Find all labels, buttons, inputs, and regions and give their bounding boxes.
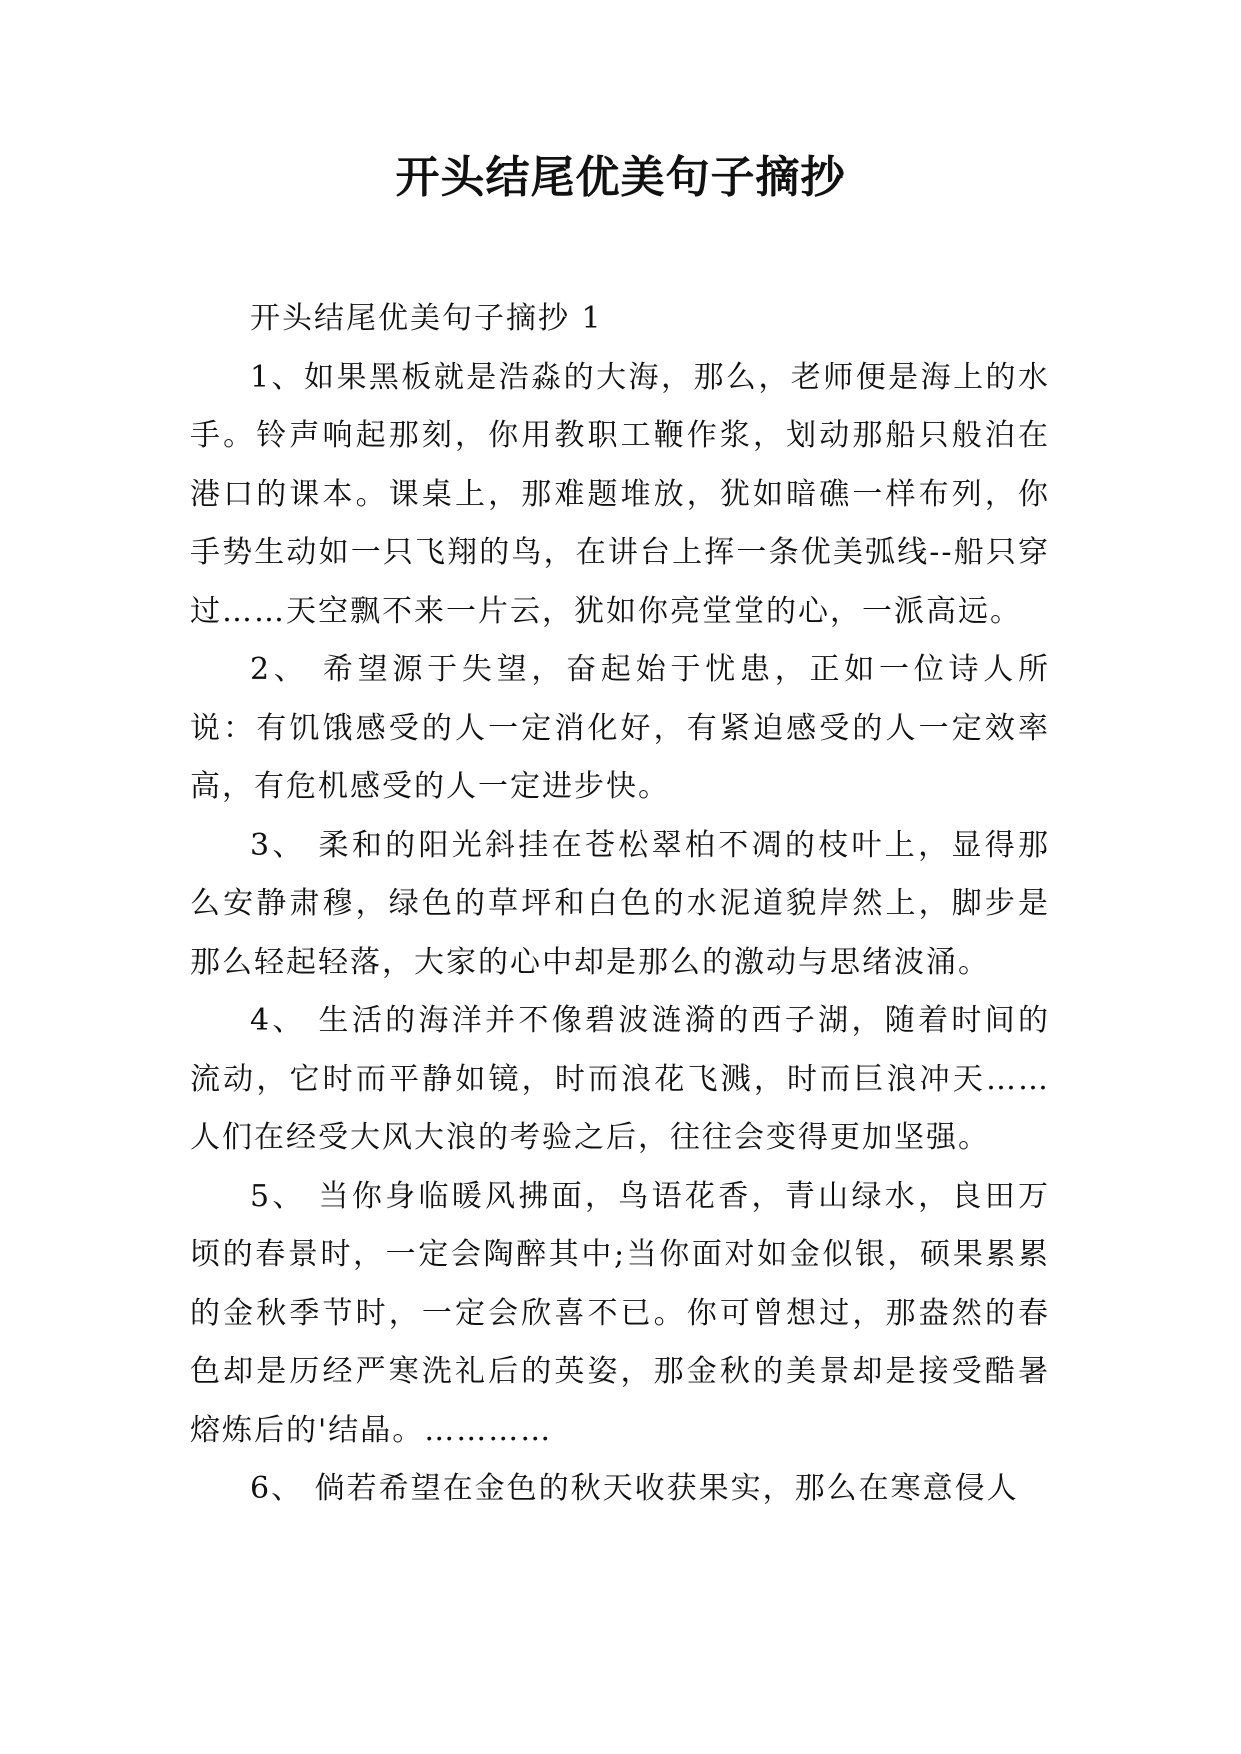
- document-title: 开头结尾优美句子摘抄: [395, 152, 846, 203]
- section-heading: 开头结尾优美句子摘抄 1: [250, 301, 603, 336]
- paragraph-5: 5、 当你身临暖风拂面，鸟语花香，青山绿水，良田万顷的春景时，一定会陶醉其中;当你面对如金似银，硕果累累的金秋季节时，一定会欣喜不已。你可曾想过，那盎然的春色却是历经严寒洗礼后的英姿，那金秋的美景却是接受酷暑熔炼后的'结晶。…………: [190, 1178, 1050, 1448]
- paragraph-6: 6、 倘若希望在金色的秋天收获果实，那么在寒意侵人: [250, 1471, 1019, 1506]
- paragraph-1: 1、如果黑板就是浩淼的大海，那么，老师便是海上的水手。铃声响起那刻，你用教职工鞭作浆，划动那船只般泊在港口的课本。课桌上，那难题堆放，犹如暗礁一样布列，你手势生动如一只飞翔的鸟，在讲台上挥一条优美弧线--船只穿过……天空飘不来一片云，犹如你亮堂堂的心，一派高远。: [190, 359, 1050, 629]
- paragraph-3: 3、 柔和的阳光斜挂在苍松翠柏不凋的枝叶上，显得那么安静肃穆，绿色的草坪和白色的水泥道貌岸然上，脚步是那么轻起轻落，大家的心中却是那么的激动与思绪波涌。: [190, 827, 1050, 980]
- document-body: [190, 290, 1050, 1519]
- paragraph-2: 2、 希望源于失望，奋起始于忧患，正如一位诗人所说：有饥饿感受的人一定消化好，有紧迫感受的人一定效率高，有危机感受的人一定进步快。: [190, 652, 1050, 804]
- paragraph-4: 4、 生活的海洋并不像碧波涟漪的西子湖，随着时间的流动，它时而平静如镜，时而浪花飞溅，时而巨浪冲天……人们在经受大风大浪的考验之后，往往会变得更加坚强。: [190, 1003, 1050, 1155]
